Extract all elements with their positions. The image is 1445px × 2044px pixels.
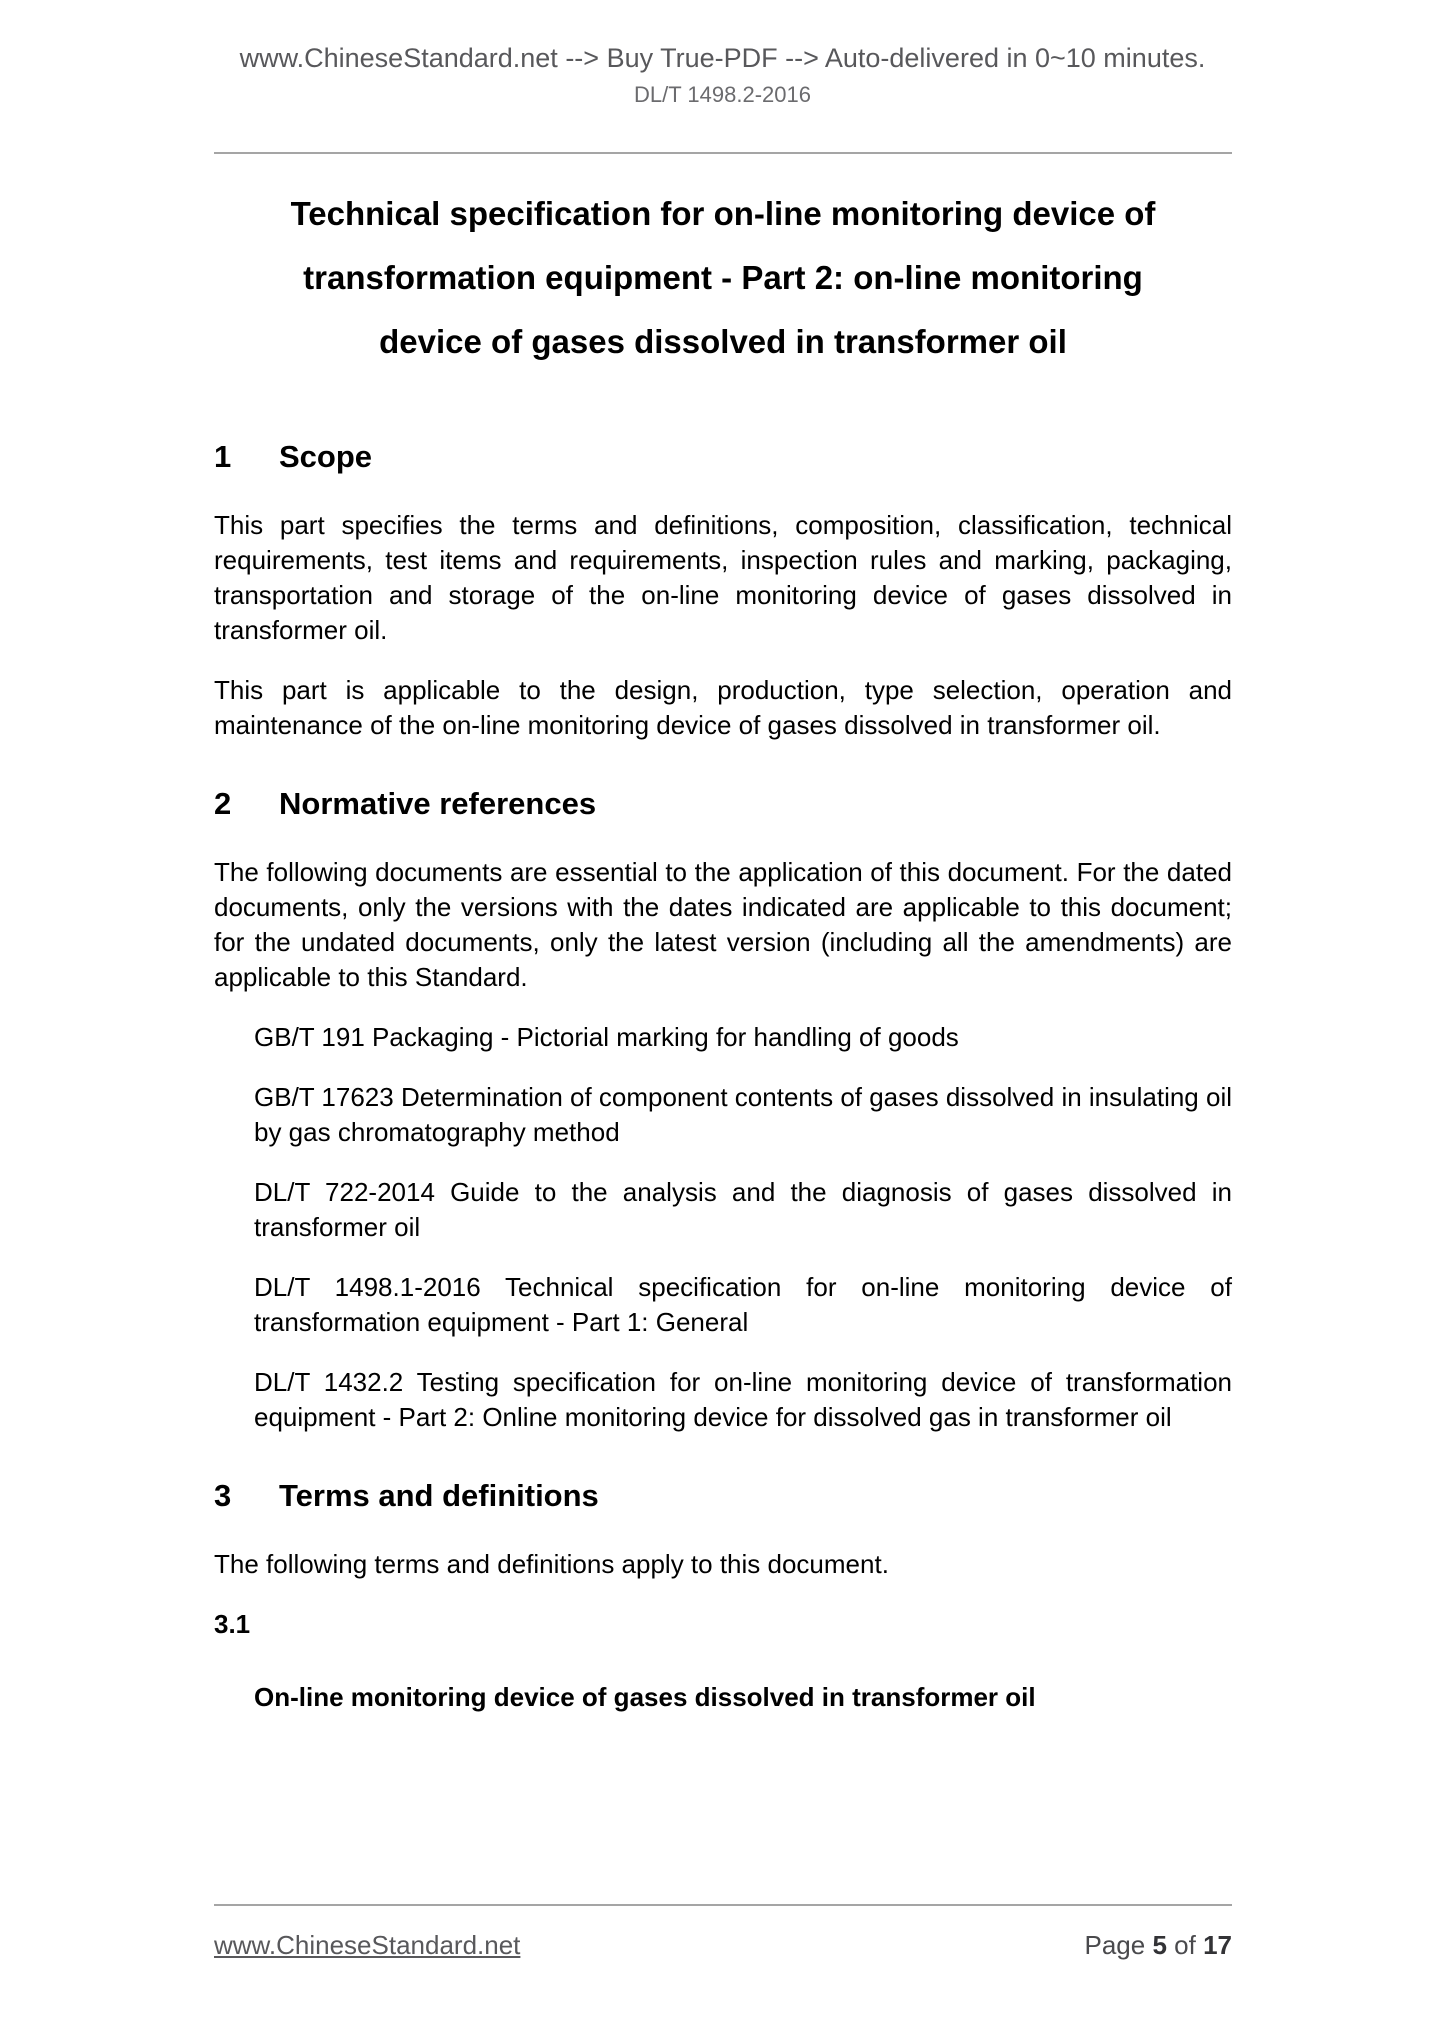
section-number-normative-references: 2: [214, 786, 232, 821]
reference-item: GB/T 17623 Determination of component contents of gases dissolved in insulating oil by gas chromatography method: [254, 1082, 1232, 1147]
title-line-1: Technical specification for on-line monitoring device of: [290, 195, 1156, 232]
footer-site-link[interactable]: www.ChineseStandard.net: [214, 1930, 521, 1960]
document-content: [214, 182, 1232, 1715]
reference-item: DL/T 1432.2 Testing specification for on-line monitoring device of transformation equipment - Part 2: Online monitoring device for dissolved gas in transformer oil: [254, 1367, 1232, 1432]
header-promo-text: www.ChineseStandard.net --> Buy True-PDF --> Auto-delivered in 0~10 minutes.: [239, 43, 1206, 73]
title-line-3: device of gases dissolved in transformer oil: [379, 323, 1067, 360]
footer-divider: [214, 1904, 1232, 1906]
section-number-terms-definitions: 3: [214, 1478, 232, 1513]
reference-item: GB/T 191 Packaging - Pictorial marking for handling of goods: [254, 1022, 959, 1052]
section-title-scope: Scope: [279, 439, 373, 474]
footer-page-of: of: [1174, 1930, 1196, 1960]
page-header: [0, 0, 1445, 154]
term-title: On-line monitoring device of gases dissolved in transformer oil: [254, 1682, 1036, 1712]
header-divider: [214, 152, 1232, 154]
title-line-2: transformation equipment - Part 2: on-line monitoring: [303, 259, 1143, 296]
page-footer: [214, 1904, 1232, 1960]
section-heading-scope: [214, 440, 1232, 474]
section-heading-normative-references: [214, 787, 1232, 821]
header-doc-code: DL/T 1498.2-2016: [634, 82, 811, 107]
scope-paragraph-2: This part is applicable to the design, production, type selection, operation and maintenance of the on-line monitoring device of gases dissolved in transformer oil.: [214, 675, 1232, 740]
scope-paragraph-1: This part specifies the terms and definitions, composition, classification, technical requirements, test items and requirements, inspection rules and marking, packaging, transportation and storage of the on-line monitoring device of gases dissolved in transformer oil.: [214, 510, 1232, 645]
reference-item: DL/T 1498.1-2016 Technical specification for on-line monitoring device of transformation equipment - Part 1: General: [254, 1272, 1232, 1337]
footer-page-current: 5: [1152, 1930, 1167, 1960]
section-heading-terms-definitions: [214, 1479, 1232, 1513]
section-title-normative-references: Normative references: [279, 786, 597, 821]
reference-item: DL/T 722-2014 Guide to the analysis and the diagnosis of gases dissolved in transformer oil: [254, 1177, 1232, 1242]
terms-intro-paragraph: The following terms and definitions apply to this document.: [214, 1549, 889, 1579]
clause-number: 3.1: [214, 1609, 251, 1639]
normative-intro-paragraph: The following documents are essential to the application of this document. For the dated documents, only the versions with the dates indicated are applicable to this document; for the undated documents, only the latest version (including all the amendments) are applicable to this Standard.: [214, 857, 1232, 992]
footer-page-indicator: [1084, 1930, 1232, 1960]
section-number-scope: 1: [214, 439, 232, 474]
footer-page-label: Page: [1084, 1930, 1146, 1960]
section-title-terms-definitions: Terms and definitions: [279, 1478, 599, 1513]
document-title: [214, 182, 1232, 374]
footer-page-total: 17: [1203, 1930, 1232, 1960]
